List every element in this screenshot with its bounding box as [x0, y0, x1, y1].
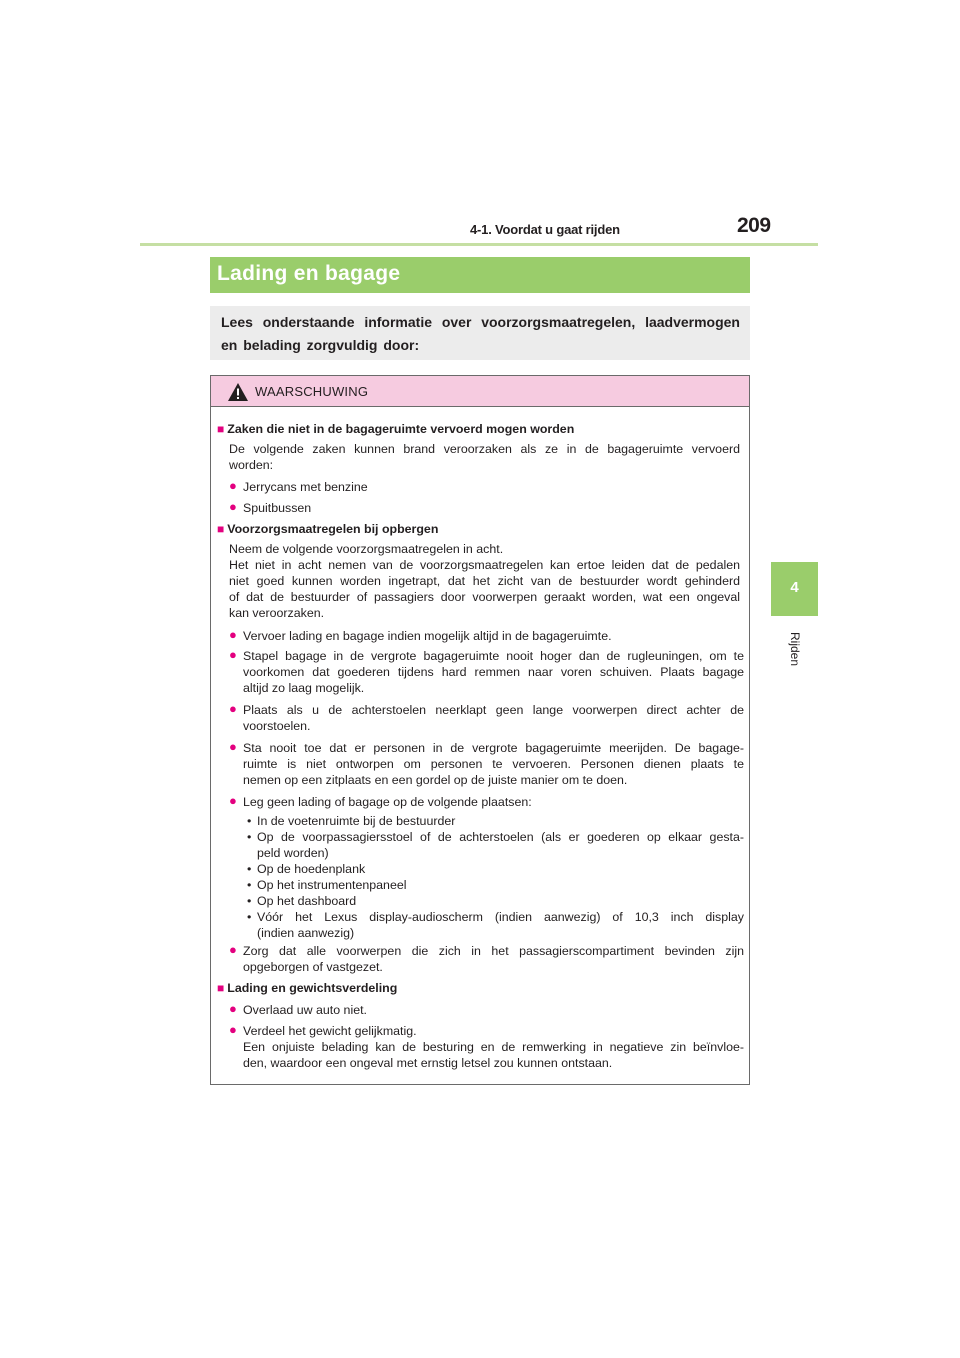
round-bullet-icon: ●	[229, 942, 237, 957]
section-title-bar	[210, 257, 750, 293]
bullet-text: Spuitbussen	[243, 501, 312, 515]
section-heading-2: ■ Voorzorgsmaatregelen bij opbergen	[217, 522, 439, 536]
text-line: niet goed kunnen worden ingetrapt, dat het zicht van de bestuurder wordt gehinderd	[229, 574, 740, 588]
sub-bullet-icon: •	[247, 894, 252, 908]
sub-bullet-text: Vóór het Lexus display-audioscherm (indien aanwezig) of 10,3 inch display	[257, 910, 744, 924]
sub-bullet-icon: •	[247, 814, 252, 828]
sub-bullet-text: (indien aanwezig)	[257, 926, 355, 940]
round-bullet-icon: ●	[229, 701, 237, 716]
square-bullet-icon: ■	[217, 981, 225, 995]
sub-bullet-text: Op het instrumentenpaneel	[257, 878, 407, 892]
bullet-text: den, waardoor een ongeval met ernstig letsel zou kunnen ontstaan.	[243, 1056, 613, 1070]
round-bullet-icon: ●	[229, 627, 237, 642]
page-number: 209	[737, 214, 771, 237]
bullet-text: voorkomen dat goederen tijdens hard remmen naar voren schuiven. Plaats bagage	[243, 665, 744, 679]
sub-bullet-text: In de voetenruimte bij de bestuurder	[257, 814, 456, 828]
section-title: Lading en bagage	[217, 262, 401, 285]
bullet-text: ruimte is niet ontworpen om personen te vervoeren. Personen dienen plaats te	[243, 757, 744, 771]
text-line: De volgende zaken kunnen brand veroorzaken als ze in de bagageruimte vervoerd	[229, 442, 740, 456]
sub-bullet-icon: •	[247, 830, 252, 844]
warning-box	[210, 375, 750, 1085]
bullet-text: Zorg dat alle voorwerpen die zich in het passagierscompartiment bevinden zijn	[243, 944, 744, 958]
bullet-text: voorstoelen.	[243, 719, 311, 733]
section-heading-3: ■ Lading en gewichtsverdeling	[217, 981, 398, 995]
intro-line-2: en belading zorgvuldig door:	[221, 337, 420, 353]
bullet-text: nemen op een zitplaats en een gordel op de juiste manier om te doen.	[243, 773, 628, 787]
round-bullet-icon: ●	[229, 499, 237, 514]
bullet-text: Sta nooit toe dat er personen in de vergrote bagageruimte meerijden. De bagage-	[243, 741, 744, 755]
header-section-title: 4-1. Voordat u gaat rijden	[470, 222, 620, 237]
square-bullet-icon: ■	[217, 522, 225, 536]
text-line: worden:	[229, 458, 274, 472]
bullet-text: altijd zo laag mogelijk.	[243, 681, 365, 695]
chapter-tab	[771, 562, 818, 616]
sub-bullet-text: peld worden)	[257, 846, 329, 860]
sub-bullet-text: Op het dashboard	[257, 894, 357, 908]
sub-bullet-icon: •	[247, 878, 252, 892]
bullet-text: Leg geen lading of bagage op de volgende plaatsen:	[243, 795, 532, 809]
bullet-text: Stapel bagage in de vergrote bagageruimte nooit hoger dan de rugleuningen, om te	[243, 649, 744, 663]
round-bullet-icon: ●	[229, 739, 237, 754]
warning-title: WAARSCHUWING	[255, 384, 369, 399]
chapter-label-wrap	[782, 628, 806, 678]
sub-bullet-icon: •	[247, 910, 252, 924]
bullet-text: Jerrycans met benzine	[243, 480, 368, 494]
sub-bullet-text: Op de voorpassagiersstoel of de achterstoelen (als er goederen op elkaar gesta-	[257, 830, 744, 844]
bullet-text: Een onjuiste belading kan de besturing en de remwerking in negatieve zin beïnvloe-	[243, 1040, 744, 1054]
header-divider	[140, 243, 818, 246]
warning-triangle-icon	[227, 382, 249, 402]
text-line: Het niet in acht nemen van de voorzorgsmaatregelen kan ertoe leiden dat de pedalen	[229, 558, 740, 572]
chapter-number: 4	[790, 579, 799, 596]
square-bullet-icon: ■	[217, 422, 225, 436]
round-bullet-icon: ●	[229, 478, 237, 493]
intro-line-1: Lees onderstaande informatie over voorzorgsmaatregelen, laadvermogen	[221, 314, 740, 330]
chapter-label: Rijden	[788, 631, 802, 667]
bullet-text: Plaats als u de achterstoelen neerklapt geen lange voorwerpen direct achter de	[243, 703, 744, 717]
bullet-text: opgeborgen of vastgezet.	[243, 960, 383, 974]
bullet-text: Verdeel het gewicht gelijkmatig.	[243, 1024, 417, 1038]
intro-box	[210, 306, 750, 360]
bullet-text: Vervoer lading en bagage indien mogelijk altijd in de bagageruimte.	[243, 629, 612, 643]
round-bullet-icon: ●	[229, 793, 237, 808]
sub-bullet-text: Op de hoedenplank	[257, 862, 366, 876]
round-bullet-icon: ●	[229, 1001, 237, 1016]
round-bullet-icon: ●	[229, 1022, 237, 1037]
section-heading-1: ■ Zaken die niet in de bagageruimte vervoerd mogen worden	[217, 422, 575, 436]
sub-bullet-icon: •	[247, 862, 252, 876]
text-line: kan veroorzaken.	[229, 606, 325, 620]
text-line: Neem de volgende voorzorgsmaatregelen in acht.	[229, 542, 504, 556]
bullet-text: Overlaad uw auto niet.	[243, 1003, 367, 1017]
warning-header	[211, 376, 749, 407]
round-bullet-icon: ●	[229, 647, 237, 662]
text-line: of dat de bestuurder of passagiers door voorwerpen geraakt worden, wat een ongeval	[229, 590, 740, 604]
